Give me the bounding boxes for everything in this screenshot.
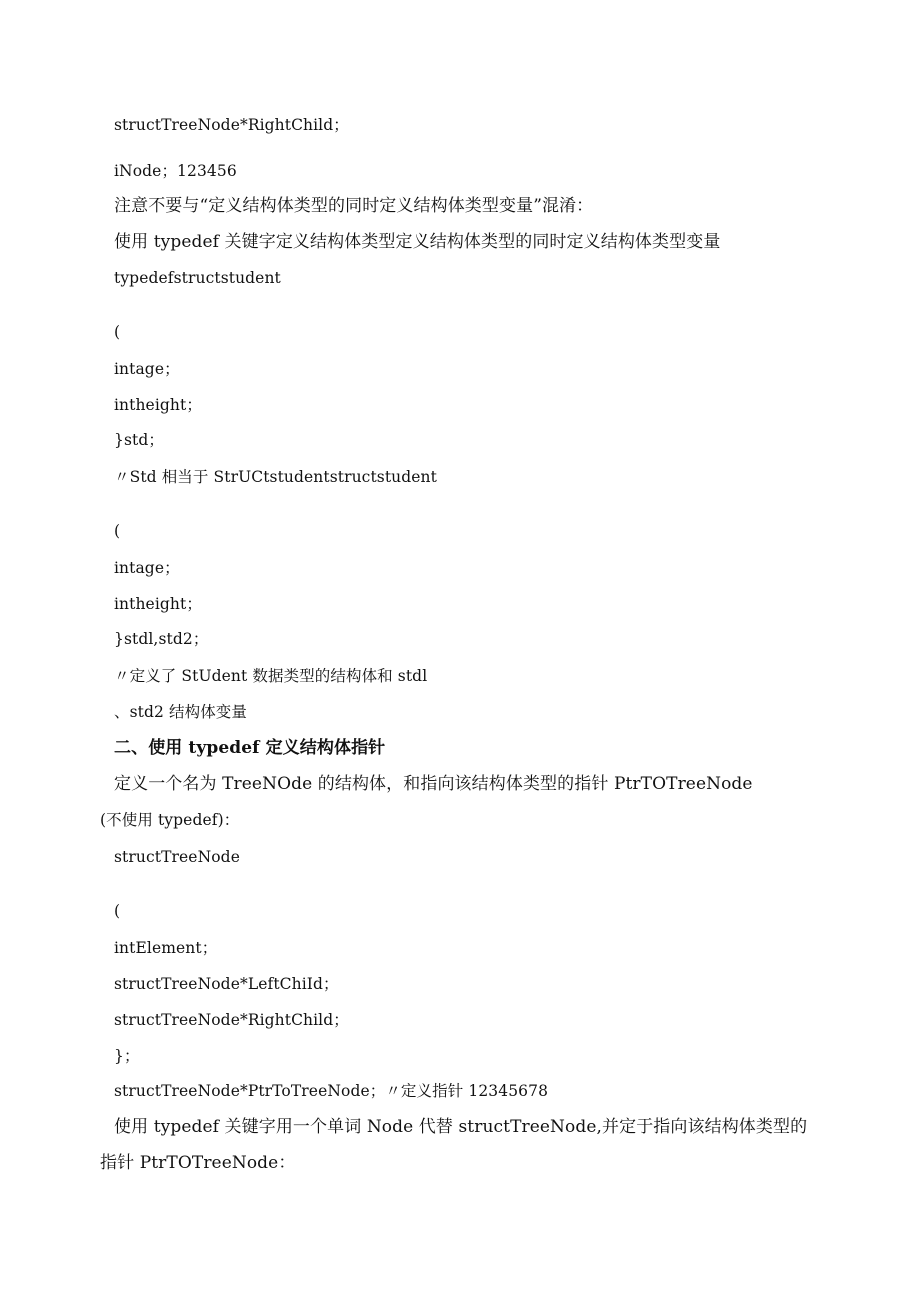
- code-line-inode: iNode；123456: [114, 162, 237, 180]
- code-comment-student: 〃定义了 StUdent 数据类型的结构体和 stdl: [114, 667, 428, 685]
- code-line-typedef-struct: typedefstructstudent: [114, 269, 281, 287]
- code-line-close-std: }std；: [114, 431, 164, 449]
- paragraph-no-typedef: (不使用 typedef)：: [100, 811, 240, 829]
- code-comment-std: 〃Std 相当于 StrUCtstudentstructstudent: [114, 468, 437, 486]
- code-line-left-child: structTreeNode*LeftChiId；: [114, 975, 339, 993]
- code-line-open-brace: (: [114, 323, 121, 341]
- code-line-open-brace: (: [114, 522, 121, 540]
- code-line-right-child: structTreeNode*RightChild；: [114, 1011, 349, 1029]
- code-line-right-child: structTreeNode*RightChild；: [114, 116, 349, 134]
- code-line-intheight: intheight；: [114, 595, 202, 613]
- code-line-intelement: intElement；: [114, 939, 218, 957]
- code-line-struct-treenode: structTreeNode: [114, 848, 240, 866]
- paragraph-pointer-ptrtotreenode: 指针 PtrTOTreeNode：: [100, 1153, 296, 1173]
- paragraph-define-treenode: 定义一个名为 TreeNOde 的结构体，和指向该结构体类型的指针 PtrTOTreeNode: [114, 774, 753, 794]
- section-heading: 二、使用 typedef 定义结构体指针: [114, 738, 386, 758]
- code-line-open-brace: (: [114, 902, 121, 920]
- paragraph-note: 注意不要与“定义结构体类型的同时定义结构体类型变量”混淆：: [114, 196, 594, 216]
- paragraph-typedef-node: 使用 typedef 关键字用一个单词 Node 代替 structTreeNode,并定于指向该结构体类型的: [114, 1117, 808, 1137]
- paragraph-typedef-usage: 使用 typedef 关键字定义结构体类型定义结构体类型的同时定义结构体类型变量: [114, 232, 721, 252]
- code-line-intheight: intheight；: [114, 396, 202, 414]
- code-line-intage: intage；: [114, 360, 180, 378]
- code-comment-std2: 、std2 结构体变量: [114, 703, 247, 721]
- code-line-ptr-to-treenode: structTreeNode*PtrToTreeNode；〃定义指针 12345678: [114, 1082, 549, 1100]
- code-line-intage: intage；: [114, 559, 180, 577]
- code-line-close-std1-std2: }stdl,std2；: [114, 630, 209, 648]
- code-line-close-brace: }；: [114, 1047, 140, 1065]
